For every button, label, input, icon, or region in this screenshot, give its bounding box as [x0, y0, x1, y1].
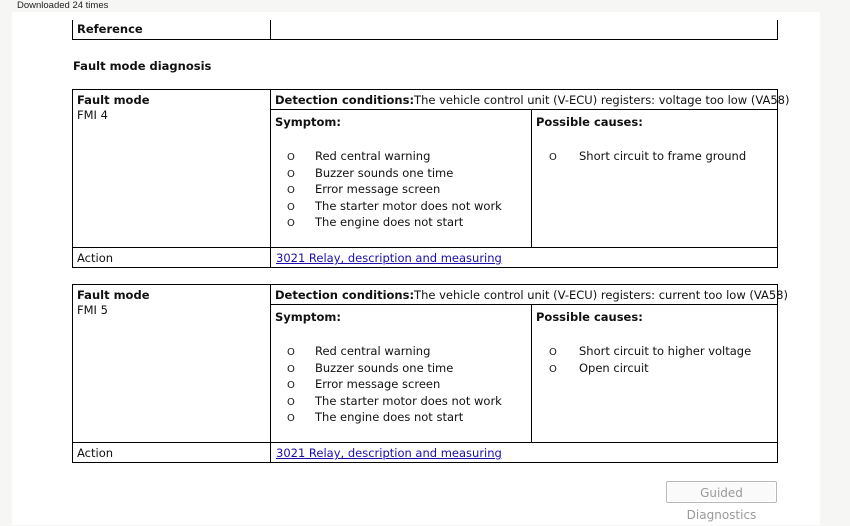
detection-label: Detection conditions: — [275, 93, 415, 107]
list-item — [287, 148, 502, 165]
reference-table — [72, 20, 778, 40]
symptom-label: Symptom: — [275, 310, 341, 324]
symptom-list — [287, 343, 502, 426]
symptom-cell — [271, 110, 532, 247]
action-link[interactable]: 3021 Relay, description and measuring — [276, 446, 502, 460]
symptom-cell — [271, 305, 532, 442]
action-row — [73, 442, 777, 462]
list-item — [287, 409, 502, 426]
list-item — [549, 343, 751, 360]
circle-bullet-icon: O — [287, 168, 295, 180]
detection-text: The vehicle control unit (V-ECU) registers: current too low (VA58) — [414, 288, 788, 302]
section-title: Fault mode diagnosis — [73, 59, 212, 73]
action-link[interactable]: 3021 Relay, description and measuring — [276, 251, 502, 265]
list-item — [287, 165, 502, 182]
circle-bullet-icon: O — [287, 347, 295, 358]
fault-mode-cell — [73, 90, 271, 247]
symptom-text: The engine does not start — [315, 215, 464, 229]
causes-cell — [532, 305, 777, 442]
list-item — [287, 198, 502, 215]
cause-text: Open circuit — [579, 360, 649, 375]
list-item — [287, 393, 502, 410]
circle-bullet-icon: O — [287, 413, 295, 424]
circle-bullet-icon: O — [287, 396, 295, 408]
action-label: Action — [73, 443, 271, 462]
guided-diagnostics-button[interactable]: Guided Diagnostics — [666, 481, 777, 503]
circle-bullet-icon: O — [287, 201, 295, 213]
fault-mode-value: FMI 5 — [77, 303, 108, 317]
fault-mode-label: Fault mode — [77, 93, 150, 107]
causes-label: Possible causes: — [536, 310, 643, 324]
symptom-text: The starter motor does not work — [315, 198, 502, 213]
detection-text: The vehicle control unit (V-ECU) registers: voltage too low (VA58) — [414, 93, 790, 107]
symptom-text: Buzzer sounds one time — [315, 165, 454, 180]
list-item — [549, 360, 751, 377]
circle-bullet-icon: O — [287, 185, 295, 196]
list-item — [287, 214, 502, 231]
action-row — [73, 247, 777, 267]
causes-list — [549, 148, 746, 165]
list-item — [287, 343, 502, 360]
symptom-text: The starter motor does not work — [315, 393, 502, 408]
symptom-text: Red central warning — [315, 344, 431, 358]
download-count: Downloaded 24 times — [17, 0, 109, 11]
circle-bullet-icon: O — [287, 380, 295, 391]
list-item — [287, 360, 502, 377]
cause-text: Short circuit to frame ground — [579, 149, 747, 163]
circle-bullet-icon: O — [549, 363, 557, 375]
list-item — [287, 181, 502, 198]
causes-label: Possible causes: — [536, 115, 643, 129]
cause-text: Short circuit to higher voltage — [579, 344, 752, 358]
reference-label: Reference — [73, 20, 271, 39]
symptom-list — [287, 148, 502, 231]
symptom-text: Error message screen — [315, 377, 441, 391]
circle-bullet-icon: O — [549, 347, 557, 358]
symptom-text: Red central warning — [315, 149, 431, 163]
detection-conditions — [271, 90, 790, 110]
list-item — [287, 376, 502, 393]
fault-mode-table — [72, 284, 788, 463]
circle-bullet-icon: O — [287, 363, 295, 375]
fault-mode-label: Fault mode — [77, 288, 150, 302]
detection-label: Detection conditions: — [275, 288, 415, 302]
circle-bullet-icon: O — [287, 152, 295, 163]
list-item — [549, 148, 746, 165]
circle-bullet-icon: O — [549, 152, 557, 163]
causes-cell — [532, 110, 777, 247]
fault-mode-value: FMI 4 — [77, 108, 108, 122]
fault-mode-cell — [73, 285, 271, 442]
circle-bullet-icon: O — [287, 218, 295, 229]
action-label: Action — [73, 248, 271, 267]
document-page — [12, 12, 820, 525]
symptom-text: The engine does not start — [315, 410, 464, 424]
fault-mode-table — [72, 89, 790, 268]
symptom-label: Symptom: — [275, 115, 341, 129]
symptom-text: Buzzer sounds one time — [315, 360, 454, 375]
symptom-text: Error message screen — [315, 182, 441, 196]
causes-list — [549, 343, 751, 376]
detection-conditions — [271, 285, 788, 305]
